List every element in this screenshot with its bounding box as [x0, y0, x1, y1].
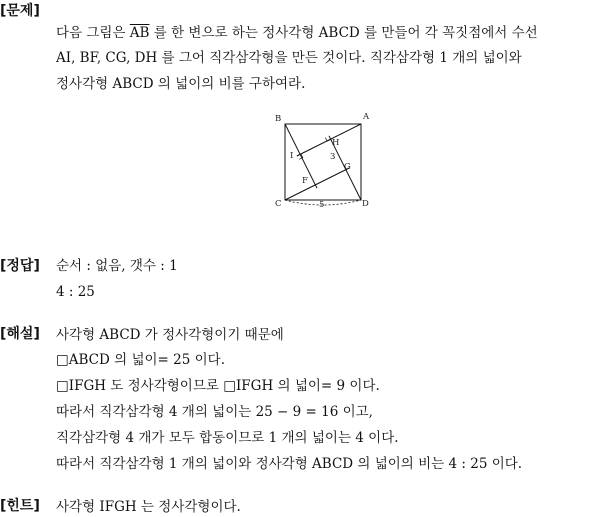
problem-line-1-start: 다음 그림은 [56, 25, 130, 41]
problem-line-1 [56, 25, 538, 42]
answer-line-1: 순서 : 없음, 갯수 : 1 [56, 258, 178, 274]
label-f: F [302, 176, 308, 186]
label-b: B [275, 114, 282, 124]
label-i: I [290, 151, 294, 161]
label-h: H [332, 138, 340, 148]
segment-ab: $\overline{AB}$ [129, 25, 150, 41]
problem-line-3: 정사각형 ABCD 의 넓이의 비를 구하여라. [56, 76, 306, 92]
label-g: G [344, 162, 351, 172]
explanation-line-2: □ABCD 의 넓이= 25 이다. [56, 352, 225, 368]
label-d: D [362, 199, 369, 209]
problem-line-1-end: 를 한 변으로 하는 정사각형 ABCD 를 만들어 각 꼭짓점에서 수선 [149, 25, 538, 41]
explanation-line-5: 직각삼각형 4 개가 모두 합동이므로 1 개의 넓이는 4 이다. [56, 430, 399, 446]
hint-line-1: 사각형 IFGH 는 정사각형이다. [56, 499, 241, 515]
label-c: C [275, 199, 282, 209]
explanation-line-4: 따라서 직각삼각형 4 개의 넓이는 25 − 9 = 16 이고, [56, 404, 373, 420]
answer-line-2: 4 : 25 [56, 284, 95, 300]
problem-label: [문제] [0, 3, 40, 19]
explanation-label: [해설] [0, 326, 40, 342]
line-cg [285, 168, 349, 200]
square-figure [268, 106, 378, 210]
label-length-3: 3 [330, 152, 336, 162]
problem-line-2: AI, BF, CG, DH 를 그어 직각삼각형을 만든 것이다. 직각삼각형 1 개의 넓이와 [56, 50, 522, 66]
explanation-line-1: 사각형 ABCD 가 정사각형이기 때문에 [56, 327, 284, 343]
label-a: A [363, 112, 370, 122]
hint-label: [힌트] [0, 498, 40, 514]
explanation-line-6: 따라서 직각삼각형 1 개의 넓이와 정사각형 ABCD 의 넓이의 비는 4 : 25 이다. [56, 456, 523, 472]
explanation-line-3: □IFGH 도 정사각형이므로 □IFGH 의 넓이= 9 이다. [56, 378, 380, 394]
label-length-5: 5 [319, 200, 325, 210]
answer-label: [정답] [0, 258, 40, 274]
